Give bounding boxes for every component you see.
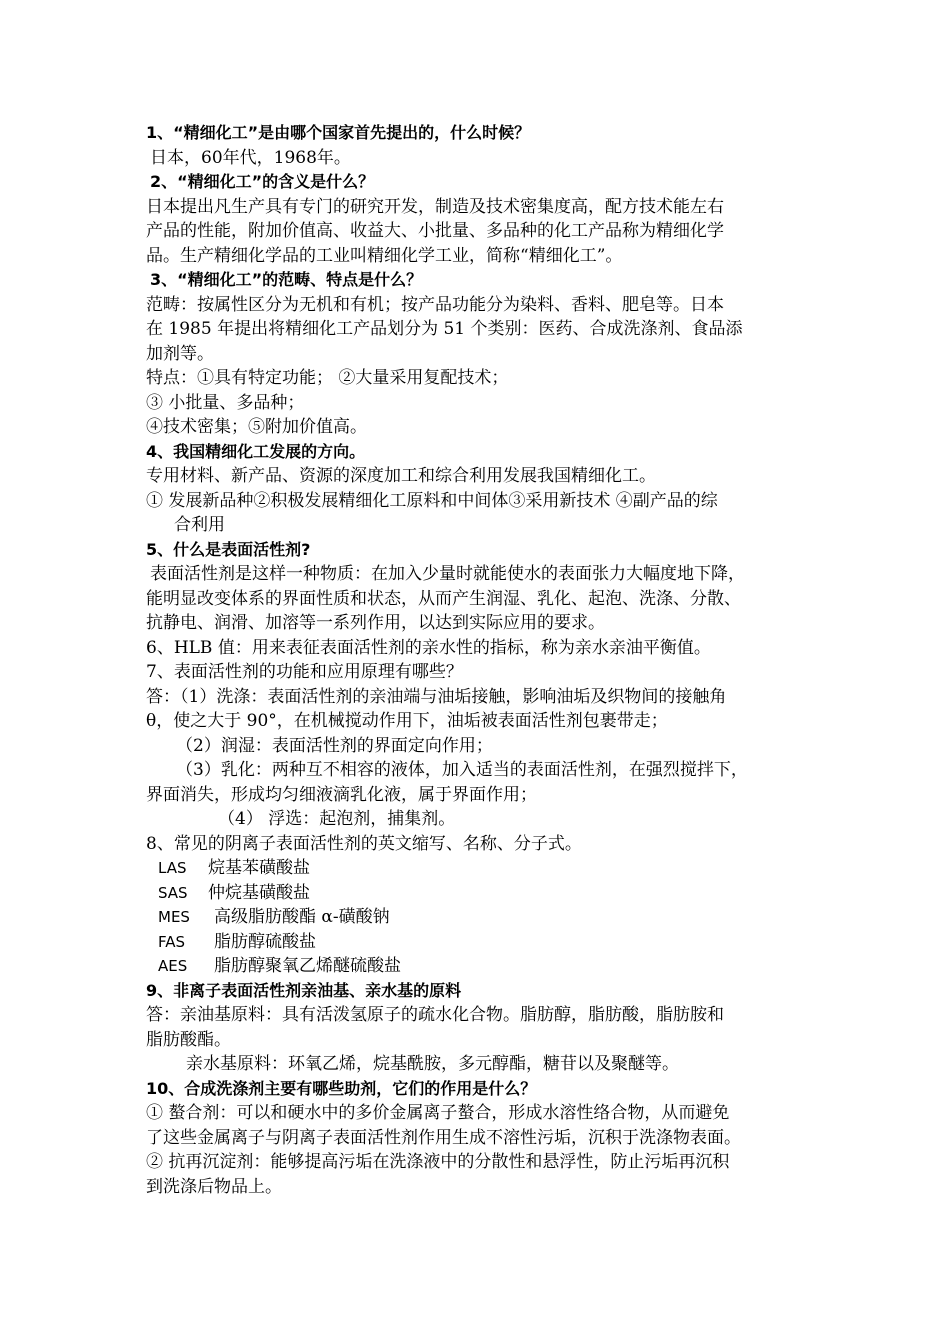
answer-9-line-1: 答：亲油基原料：具有活泼氢原子的疏水化合物。脂肪醇，脂肪酸，脂肪胺和 <box>146 1005 724 1025</box>
answer-10-line-1: ① 螯合剂：可以和硬水中的多价金属离子螯合，形成水溶性络合物，从而避免 <box>146 1103 730 1123</box>
answer-7-line-6: （4） 浮选：起泡剂，捕集剂。 <box>218 809 456 829</box>
answer-4-line-2: ① 发展新品种②积极发展精细化工原料和中间体③采用新技术 ④副产品的综 <box>146 490 718 511</box>
answer-5-line-2: 能明显改变体系的界面性质和状态，从而产生润湿、乳化、起泡、洗涤、分散、 <box>146 588 741 609</box>
surfactant-abbr: MES <box>158 908 190 926</box>
surfactant-name: 仲烷基磺酸盐 <box>208 882 310 903</box>
answer-1: 日本，60年代，1968年。 <box>150 147 351 168</box>
answer-3-line-2: 在 1985 年提出将精细化工产品划分为 51 个类别：医药、合成洗涤剂、食品添 <box>146 319 743 339</box>
question-8: 8、常见的阴离子表面活性剂的英文缩写、名称、分子式。 <box>146 833 582 854</box>
question-7: 7、表面活性剂的功能和应用原理有哪些？ <box>146 662 463 682</box>
answer-4-line-3: 合利用 <box>174 515 225 535</box>
document-body <box>146 121 816 1199</box>
answer-7-line-4: （3）乳化：两种互不相容的液体，加入适当的表面活性剂，在强烈搅拌下， <box>176 760 748 780</box>
answer-10-line-3: ② 抗再沉淀剂：能够提高污垢在洗涤液中的分散性和悬浮性，防止污垢再沉积 <box>146 1152 730 1172</box>
question-2: 2、“精细化工”的含义是什么？ <box>150 172 375 191</box>
answer-7-line-5: 界面消失，形成均匀细液滴乳化液，属于界面作用； <box>146 784 537 805</box>
answer-2-line-1: 日本提出凡生产具有专门的研究开发，制造及技术密集度高，配方技术能左右 <box>146 196 724 217</box>
answer-3-line-5: ③ 小批量、多品种； <box>146 392 305 413</box>
surfactant-abbr: AES <box>158 957 188 975</box>
answer-3-line-6: ④技术密集；⑤附加价值高。 <box>146 417 367 437</box>
answer-4-line-1: 专用材料、新产品、资源的深度加工和综合利用发展我国精细化工。 <box>146 466 656 486</box>
question-5: 5、什么是表面活性剂? <box>146 539 311 559</box>
surfactant-abbr: SAS <box>158 883 188 902</box>
surfactant-abbr: LAS <box>158 859 187 877</box>
answer-3-line-3: 加剂等。 <box>146 343 214 364</box>
surfactant-row <box>146 856 816 881</box>
answer-7-line-2: θ，使之大于 90°，在机械搅动作用下，油垢被表面活性剂包裹带走； <box>146 711 668 731</box>
surfactant-row <box>146 954 816 979</box>
question-1: 1、“精细化工”是由哪个国家首先提出的，什么时候？ <box>146 123 531 142</box>
question-4: 4、我国精细化工发展的方向。 <box>146 441 366 461</box>
surfactant-name: 高级脂肪酸酯 α-磺酸钠 <box>214 907 390 927</box>
question-9: 9、非离子表面活性剂亲油基、亲水基的原料 <box>146 980 462 1000</box>
answer-9-line-3: 亲水基原料：环氧乙烯，烷基酰胺，多元醇酯，糖苷以及聚醚等。 <box>186 1054 679 1074</box>
answer-5-line-1: 表面活性剂是这样一种物质：在加入少量时就能使水的表面张力大幅度地下降， <box>150 564 745 584</box>
answer-10-line-4: 到洗涤后物品上。 <box>146 1176 282 1197</box>
answer-2-line-3: 品。生产精细化学品的工业叫精细化学工业，简称“精细化工”。 <box>146 245 623 266</box>
surfactant-name: 烷基苯磺酸盐 <box>208 858 310 878</box>
question-3: 3、“精细化工”的范畴、特点是什么？ <box>150 270 423 289</box>
surfactant-row <box>146 930 816 955</box>
answer-2-line-2: 产品的性能，附加价值高、收益大、小批量、多品种的化工产品称为精细化学 <box>146 221 724 241</box>
answer-3-line-4: 特点：①具有特定功能； ②大量采用复配技术； <box>146 368 509 388</box>
answer-7-line-1: 答：（1）洗涤：表面活性剂的亲油端与油垢接触，影响油垢及织物间的接触角 <box>146 686 727 707</box>
answer-5-line-3: 抗静电、润滑、加溶等一系列作用，以达到实际应用的要求。 <box>146 613 605 633</box>
surfactant-abbr: FAS <box>158 932 186 951</box>
item-6-hlb: 6、HLB 值：用来表征表面活性剂的亲水性的指标，称为亲水亲油平衡值。 <box>146 637 711 658</box>
surfactant-name: 脂肪醇聚氧乙烯醚硫酸盐 <box>214 956 401 976</box>
answer-3-line-1: 范畴：按属性区分为无机和有机；按产品功能分为染料、香料、肥皂等。日本 <box>146 294 724 315</box>
surfactant-row <box>146 905 816 930</box>
answer-10-line-2: 了这些金属离子与阴离子表面活性剂作用生成不溶性污垢，沉积于洗涤物表面。 <box>146 1127 741 1148</box>
question-10: 10、合成洗涤剂主要有哪些助剂，它们的作用是什么？ <box>146 1078 537 1098</box>
surfactant-name: 脂肪醇硫酸盐 <box>214 931 316 952</box>
answer-9-line-2: 脂肪酸酯。 <box>146 1029 231 1050</box>
answer-7-line-3: （2）润湿：表面活性剂的界面定向作用； <box>176 735 493 756</box>
surfactant-row <box>146 881 816 906</box>
